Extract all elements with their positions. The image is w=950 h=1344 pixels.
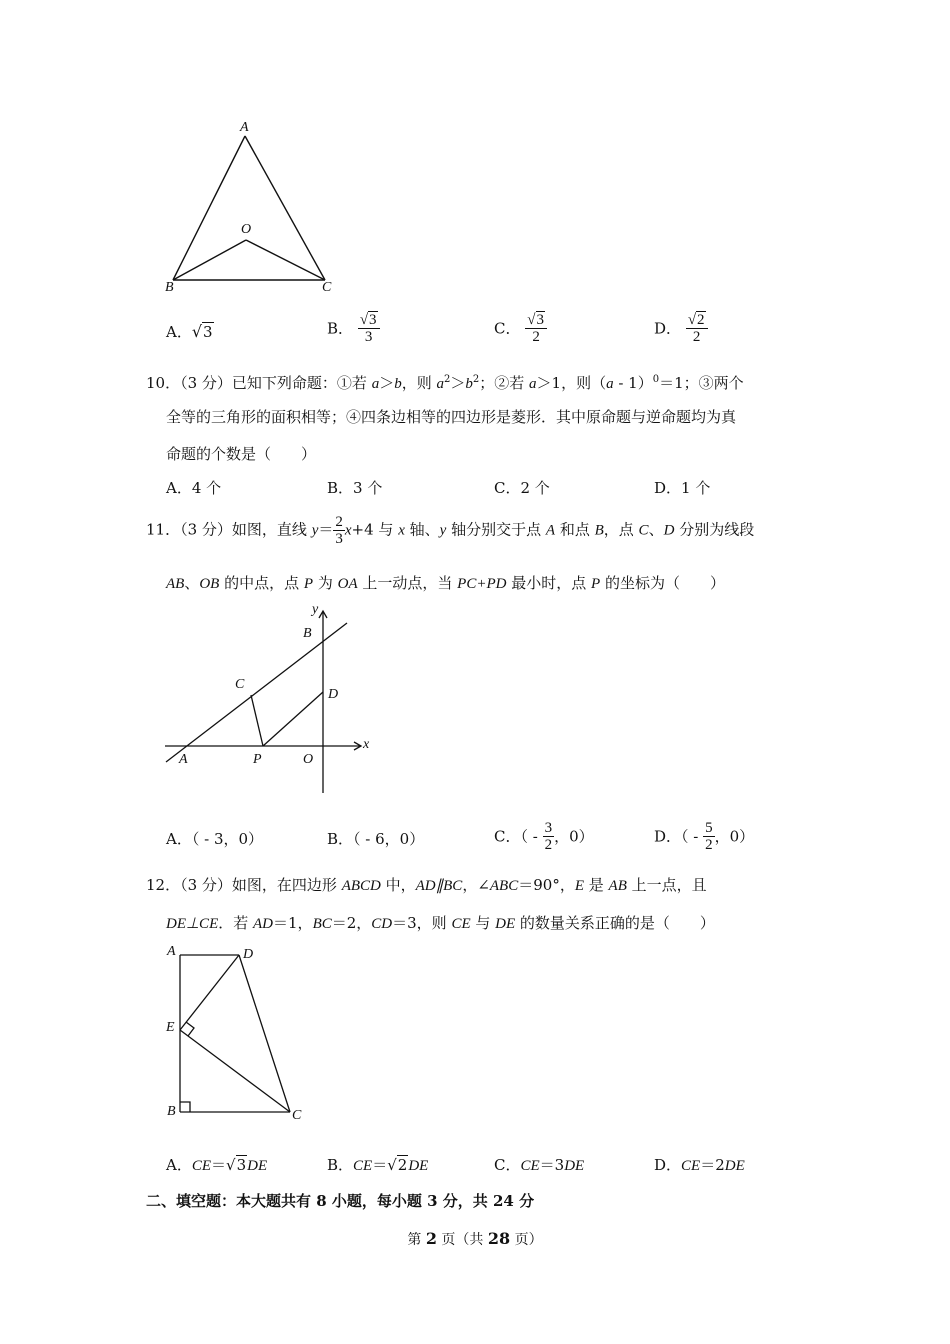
q11-option-b-text: （ - 6，0）: [353, 830, 425, 848]
q10-text: - 1）: [613, 374, 653, 392]
q9-label-b: B: [165, 280, 174, 295]
q11-label-o: O: [303, 752, 314, 767]
q11-var: A: [545, 522, 556, 539]
q11-label-a: A: [179, 752, 188, 767]
q12-option-a[interactable]: A．CE＝√3DE: [166, 1156, 268, 1174]
q12-option-b-lhs: CE: [353, 1158, 373, 1174]
q11-text: 和点: [555, 520, 595, 539]
q11-text: 轴、: [404, 520, 440, 539]
q12-option-b-radicand: 2: [397, 1156, 408, 1174]
q12-label-e: E: [166, 1020, 175, 1035]
q12-text: 如图，在四边形: [231, 876, 342, 894]
q12-option-c[interactable]: [494, 1155, 584, 1176]
q12-option-c-eq: ＝3: [539, 1156, 565, 1174]
q9-option-c-radicand: 3: [536, 312, 544, 328]
q12-score: （3 分）: [180, 876, 232, 894]
q9-option-d-letter: D．: [654, 319, 682, 338]
q11-var: C: [638, 522, 649, 539]
q11-score: （3 分）: [180, 520, 232, 539]
q11-text: 轴分别交于点: [446, 520, 546, 539]
q11-fraction-denominator: 3: [335, 531, 343, 547]
q11-text: 分别为线段: [674, 520, 755, 539]
q11-option-d-letter: D．: [654, 827, 682, 846]
q12-var: DE: [495, 916, 516, 932]
q10-var: a: [371, 376, 380, 392]
q10-var: a: [606, 376, 614, 392]
q10-option-a[interactable]: A．4 个: [166, 479, 222, 497]
q12-text: 中，: [380, 876, 416, 894]
q12-option-a-rhs: DE: [247, 1158, 268, 1174]
q11-option-c-numerator: 3: [544, 820, 553, 836]
q9-option-b-denominator: 3: [364, 329, 373, 345]
q11-option-a-text: （ - 3，0）: [191, 830, 264, 848]
q12-number: 12．: [146, 876, 181, 894]
q11-text: ＝: [318, 520, 334, 539]
q12-option-b-eq: ＝: [372, 1156, 388, 1174]
q11-text: 的中点，点: [219, 574, 304, 592]
footer-page-number: 2: [425, 1229, 437, 1248]
q11-label-p: P: [253, 752, 262, 767]
q12-option-c-rhs: DE: [564, 1158, 585, 1174]
q10-option-d[interactable]: D．1 个: [654, 479, 711, 497]
q11-fraction-numerator: 2: [335, 514, 343, 530]
q12-option-d-letter: D．: [654, 1156, 682, 1174]
q12-text: ＝3，则: [392, 914, 452, 932]
q11-var: OB: [199, 576, 220, 592]
footer-text: 第: [407, 1232, 426, 1248]
q11-option-d-denominator: 2: [705, 837, 713, 853]
q12-option-a-lhs: CE: [191, 1158, 212, 1174]
q12-var: ABCD: [341, 878, 381, 894]
q11-option-c-pre: （ -: [520, 827, 543, 846]
q9-option-a-letter: A．: [166, 323, 192, 341]
q11-var: D: [663, 522, 675, 539]
q12-option-c-letter: C．: [494, 1156, 521, 1174]
footer-text: 页）: [510, 1232, 543, 1248]
q10-var: b: [394, 376, 402, 392]
q11-text: 为: [313, 574, 338, 592]
q11-text: 、: [184, 574, 200, 592]
q12-option-b-rhs: DE: [408, 1158, 429, 1174]
q10-var: a: [529, 376, 537, 392]
q9-label-a: A: [240, 120, 249, 135]
q11-text: 上一动点，当: [357, 574, 458, 592]
q12-option-d-eq: ＝2: [700, 1156, 725, 1174]
q11-var: PC+PD: [457, 576, 507, 592]
footer-total-pages: 28: [487, 1229, 511, 1248]
q12-var: BC: [312, 916, 332, 932]
q12-option-b[interactable]: B．CE＝√2DE: [327, 1156, 429, 1174]
q10-option-b[interactable]: B．3 个: [327, 479, 383, 497]
q10-var: b: [465, 376, 473, 392]
q9-label-c: C: [322, 280, 332, 295]
q12-label-d: D: [243, 947, 254, 962]
q10-text: ＞: [450, 374, 466, 392]
q10-score: （3 分）: [180, 374, 232, 392]
q12-var: AD∥BC: [415, 878, 463, 894]
q11-var: B: [594, 522, 604, 539]
q10-exponent: 2: [443, 374, 451, 385]
q11-text: 的坐标为（ ）: [600, 574, 725, 592]
q12-text: ＝90°，: [518, 876, 575, 894]
q10-text: ＝1；③两个: [659, 374, 744, 392]
section-2-heading: 二、填空题：本大题共有 8 小题，每小题 3 分，共 24 分: [146, 1192, 535, 1210]
q11-option-d-numerator: 5: [705, 820, 713, 836]
q12-option-a-letter: A．: [166, 1156, 192, 1174]
q11-var: OA: [337, 576, 358, 592]
q9-option-b-letter: B．: [327, 319, 354, 338]
q11-var: P: [303, 576, 314, 592]
q12-option-a-eq: ＝: [211, 1156, 227, 1174]
q9-option-a-radicand: 3: [203, 323, 213, 341]
q10-exponent: 0: [652, 374, 660, 385]
q10-line-3: 命题的个数是（ ）: [166, 445, 317, 463]
q9-option-d-radicand: 2: [697, 312, 705, 328]
q11-option-d-post: ，0）: [714, 827, 755, 846]
q12-var: CD: [371, 916, 393, 932]
page-footer: [0, 1229, 950, 1249]
q12-var: ABC: [489, 878, 519, 894]
q12-option-b-letter: B．: [327, 1156, 354, 1174]
q10-text: 已知下列命题：①若: [231, 374, 372, 392]
q12-segment-dc: [239, 955, 290, 1112]
q9-option-c-letter: C．: [494, 319, 521, 338]
footer-text: 页（共: [436, 1232, 488, 1248]
q11-text: 、: [648, 520, 664, 539]
q10-var: a: [436, 376, 444, 392]
q10-line-2: 全等的三角形的面积相等；④四条边相等的四边形是菱形．其中原命题与逆命题均为真: [166, 408, 737, 426]
q12-option-a-radicand: 3: [236, 1156, 247, 1174]
q10-text: ，则: [401, 374, 437, 392]
q12-var: AD: [253, 916, 274, 932]
q12-label-b: B: [167, 1104, 176, 1119]
q11-option-d-pre: （ -: [681, 827, 704, 846]
q12-segment-ed: [180, 955, 239, 1030]
q11-option-a-letter: A．: [166, 830, 192, 848]
q11-label-x: x: [363, 737, 370, 752]
q12-var: AB: [608, 878, 627, 894]
q12-option-d-lhs: CE: [681, 1158, 701, 1174]
q12-option-c-lhs: CE: [520, 1158, 540, 1174]
q10-option-c[interactable]: C．2 个: [494, 479, 550, 497]
q11-number: 11．: [146, 520, 181, 539]
q12-text: ．若: [218, 914, 254, 932]
q12-right-angle-mark-b: [180, 1102, 190, 1112]
q12-label-c: C: [292, 1108, 302, 1123]
q12-text: 上一点，且: [626, 876, 707, 894]
q9-label-o: O: [241, 222, 252, 237]
q11-option-c-post: ，0）: [554, 827, 594, 846]
q10-number: 10．: [146, 374, 181, 392]
q12-text: ＝2，: [331, 914, 372, 932]
q9-option-b-radicand: 3: [369, 312, 377, 328]
q12-segment-ec: [180, 1030, 290, 1112]
q11-text: ，点: [603, 520, 639, 539]
q11-var: P: [591, 576, 601, 592]
q11-var: AB: [166, 576, 185, 592]
q11-var: x: [344, 522, 352, 539]
q11-label-c: C: [235, 677, 245, 692]
q9-option-d[interactable]: D． $\frac{√2}{2}$: [654, 312, 708, 345]
q11-text: +4 与: [351, 520, 399, 539]
q12-text: ＝1，: [273, 914, 313, 932]
q11-text: 最小时，点: [506, 574, 591, 592]
q10-text: ；②若: [479, 374, 530, 392]
q9-option-b[interactable]: B． $\frac{√3}{3}$: [327, 312, 380, 345]
q9-option-c[interactable]: C． $\frac{√3}{2}$: [494, 312, 547, 345]
q12-option-d[interactable]: [654, 1155, 745, 1176]
q12-var: CE: [451, 916, 471, 932]
q11-var: y: [439, 522, 447, 539]
q11-label-b: B: [303, 626, 312, 641]
q9-option-d-denominator: 2: [692, 329, 701, 345]
q12-text: 是: [584, 876, 609, 894]
q12-right-angle-mark-e: [186, 1022, 194, 1036]
q11-option-c-denominator: 2: [544, 837, 553, 853]
q10-text: ＞1，则（: [536, 374, 607, 392]
q12-text: 与: [470, 914, 496, 932]
q12-text: 的数量关系正确的是（ ）: [515, 914, 715, 932]
q12-var: DE⊥CE: [166, 916, 219, 932]
q11-text: 如图，直线: [231, 520, 312, 539]
q11-option-b-letter: B．: [327, 830, 354, 848]
q11-label-y: y: [312, 602, 319, 617]
q12-option-d-rhs: DE: [724, 1158, 745, 1174]
q9-option-c-denominator: 2: [532, 329, 540, 345]
q12-label-a: A: [167, 944, 176, 959]
q11-var: x: [398, 522, 405, 539]
q12-text: ，∠: [462, 876, 490, 894]
q12-var: E: [574, 878, 584, 894]
q10-exponent: 2: [472, 374, 480, 385]
q10-text: ＞: [379, 374, 395, 392]
q11-label-d: D: [328, 687, 339, 702]
q11-var: y: [311, 522, 319, 539]
q11-option-c-letter: C．: [494, 827, 521, 846]
q9-option-a[interactable]: A．√3: [166, 322, 213, 341]
